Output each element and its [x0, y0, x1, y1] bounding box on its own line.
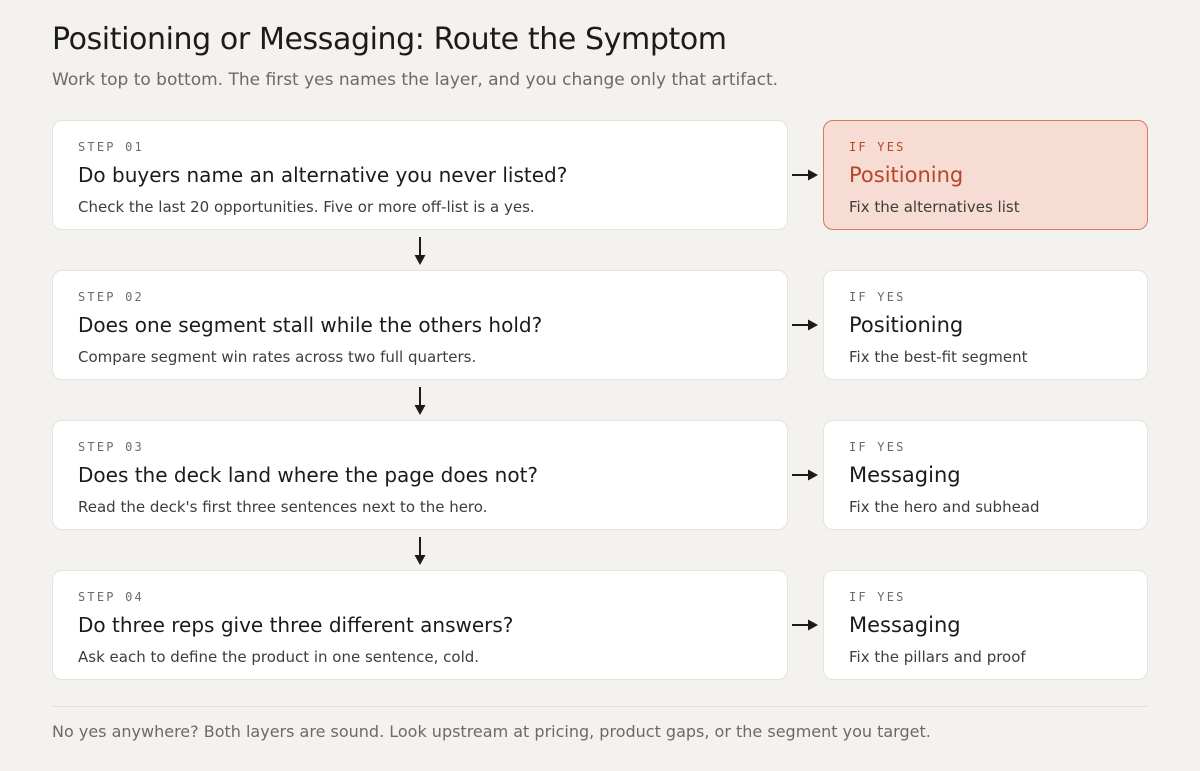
result-card-01: [823, 120, 1148, 230]
arrow-down-icon: [413, 387, 427, 415]
step-card-02: [52, 270, 788, 380]
result-kicker: IF YES: [849, 140, 906, 154]
step-number: STEP 03: [78, 440, 144, 454]
result-kicker: IF YES: [849, 290, 906, 304]
result-action: Fix the alternatives list: [849, 198, 1020, 216]
result-card-02: [823, 270, 1148, 380]
arrow-right-icon: [792, 168, 818, 182]
step-question: Does the deck land where the page does not?: [78, 463, 539, 487]
step-card-03: [52, 420, 788, 530]
page-title: Positioning or Messaging: Route the Symptom: [52, 22, 727, 57]
step-detail: Compare segment win rates across two full quarters.: [78, 348, 477, 366]
step-card-04: [52, 570, 788, 680]
arrow-right-icon: [792, 318, 818, 332]
result-action: Fix the pillars and proof: [849, 648, 1026, 666]
step-question: Does one segment stall while the others hold?: [78, 313, 543, 337]
arrow-right-icon: [792, 468, 818, 482]
step-question: Do three reps give three different answers?: [78, 613, 514, 637]
result-outcome: Messaging: [849, 463, 961, 487]
step-detail: Ask each to define the product in one sentence, cold.: [78, 648, 480, 666]
step-card-01: [52, 120, 788, 230]
result-kicker: IF YES: [849, 440, 906, 454]
step-number: STEP 04: [78, 590, 144, 604]
arrow-down-icon: [413, 237, 427, 265]
result-card-04: [823, 570, 1148, 680]
result-outcome: Messaging: [849, 613, 961, 637]
step-number: STEP 02: [78, 290, 144, 304]
arrow-down-icon: [413, 537, 427, 565]
result-card-03: [823, 420, 1148, 530]
page-subtitle: Work top to bottom. The first yes names the layer, and you change only that artifact.: [52, 70, 779, 90]
step-detail: Check the last 20 opportunities. Five or more off-list is a yes.: [78, 198, 535, 216]
result-outcome: Positioning: [849, 313, 964, 337]
result-action: Fix the hero and subhead: [849, 498, 1040, 516]
result-outcome: Positioning: [849, 163, 964, 187]
result-kicker: IF YES: [849, 590, 906, 604]
step-detail: Read the deck's first three sentences next to the hero.: [78, 498, 488, 516]
result-action: Fix the best-fit segment: [849, 348, 1028, 366]
arrow-right-icon: [792, 618, 818, 632]
step-number: STEP 01: [78, 140, 144, 154]
footer-note: No yes anywhere? Both layers are sound. Look upstream at pricing, product gaps, or the segment you target.: [52, 722, 931, 741]
footer-divider: [52, 706, 1148, 707]
step-question: Do buyers name an alternative you never listed?: [78, 163, 568, 187]
